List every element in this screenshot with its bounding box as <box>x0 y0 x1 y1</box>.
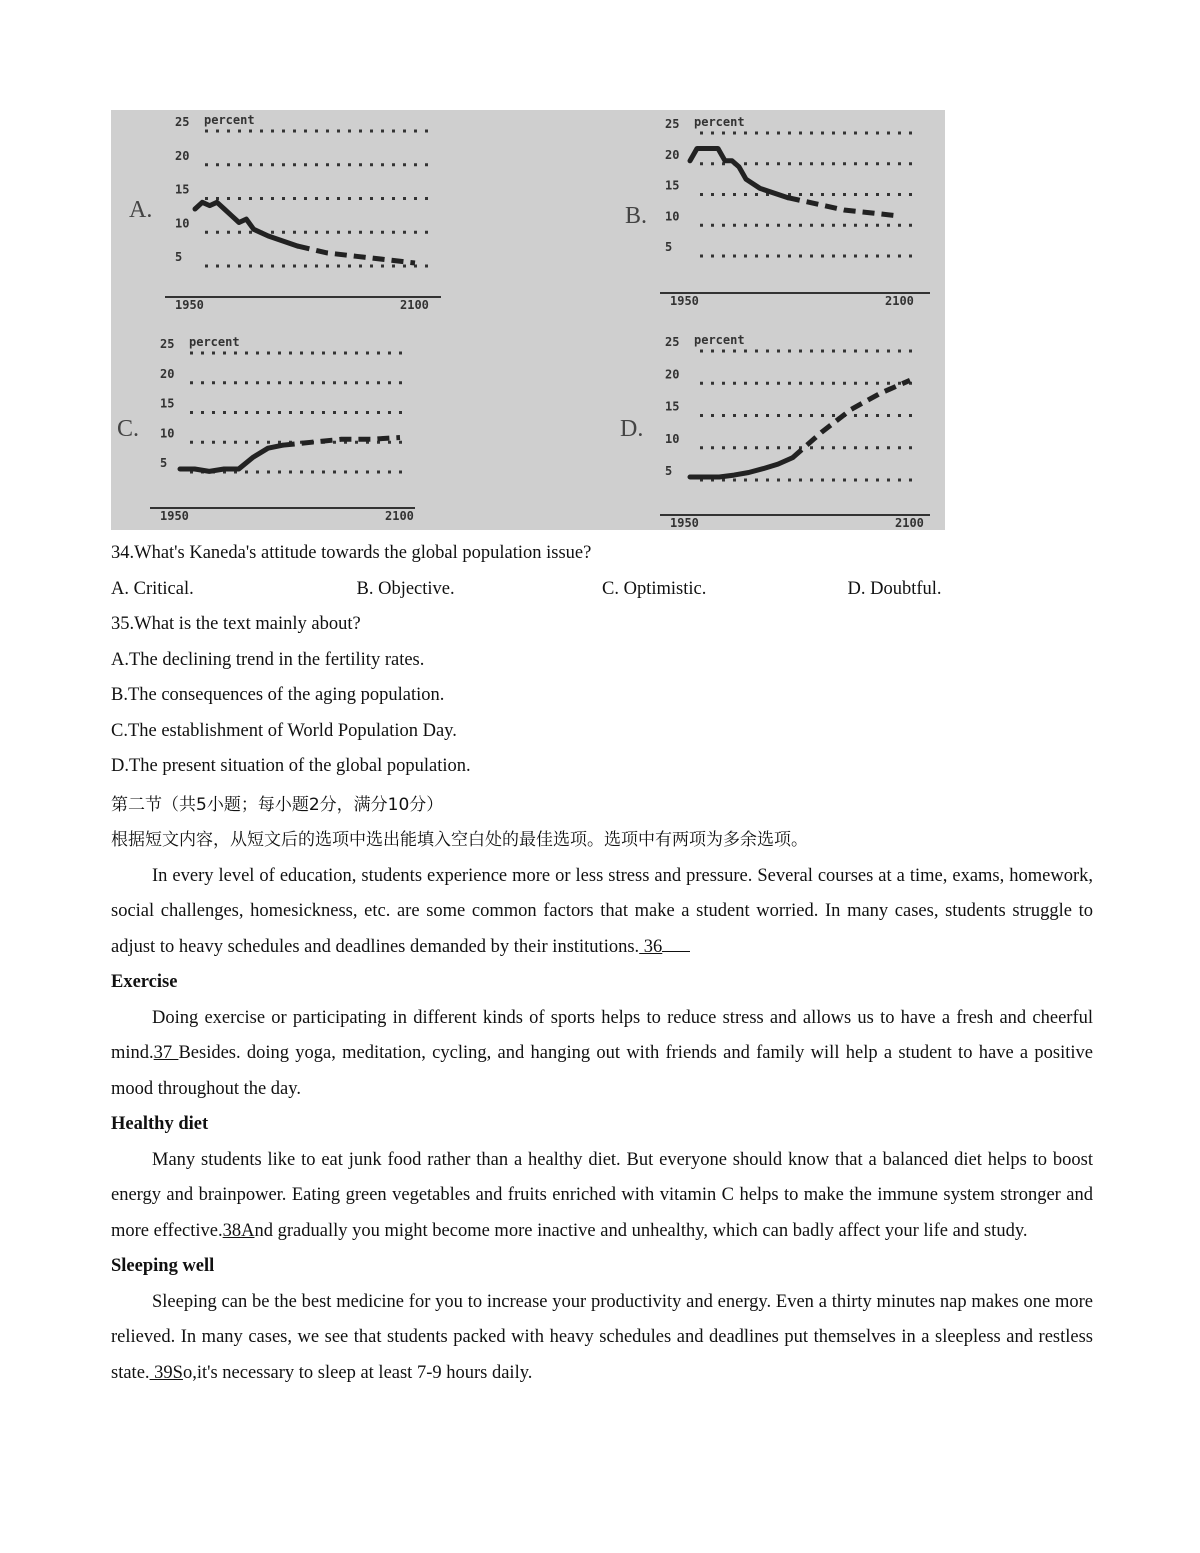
y-tick-label: 15 <box>175 182 190 197</box>
x-tick-label: 2100 <box>895 516 924 530</box>
y-tick-label: 15 <box>665 178 680 193</box>
y-axis-label: percent <box>204 113 255 127</box>
option-c: C.The establishment of World Population Day. <box>111 720 457 741</box>
y-tick-label: 25 <box>160 337 175 351</box>
heading-healthy-diet: Healthy diet <box>111 1114 209 1134</box>
paragraph-text: In every level of education, students experience more or less stress and pressure. Several courses at a time, exams, homework, social challenges, homesickness, etc. are some common factors that make a student worried. In many cases, students struggle to adjust to heavy schedules and deadlines demanded by their institutions. <box>111 865 1093 957</box>
y-tick-label: 20 <box>160 366 175 381</box>
paragraph-text: nd gradually you might become more inactive and unhealthy, which can badly affect your life and study. <box>254 1220 1028 1241</box>
y-tick-label: 20 <box>175 148 190 163</box>
charts-svg <box>111 110 945 530</box>
blank-39: 39S <box>149 1362 183 1383</box>
series-line-projected <box>788 198 900 216</box>
panel-label: B. <box>625 203 648 229</box>
option-b: B.The consequences of the aging population. <box>111 685 445 705</box>
panel-label: A. <box>129 197 153 223</box>
y-tick-label: 10 <box>665 431 680 446</box>
blank-line <box>662 937 690 952</box>
y-axis-label: percent <box>694 333 745 347</box>
series-line-actual <box>195 202 298 246</box>
panel-label: D. <box>620 416 644 442</box>
x-tick-label: 1950 <box>670 294 699 308</box>
blank-36: 36 <box>639 936 663 957</box>
panel-label: C. <box>117 416 140 442</box>
paragraph-text: Many students like to eat junk food rather than a healthy diet. But everyone should know that a balanced diet helps to boost energy and brainpower. Eating green vegetables and fruits enriched with vitamin C helps to make the immune system stronger and more effective. <box>111 1149 1093 1241</box>
x-tick-label: 1950 <box>670 516 699 530</box>
y-axis-label: percent <box>694 115 745 129</box>
y-tick-label: 25 <box>665 117 680 131</box>
option-d: D.The present situation of the global population. <box>111 756 471 776</box>
y-tick-label: 5 <box>665 464 673 478</box>
question-35: 35.What is the text mainly about? <box>111 614 361 634</box>
y-tick-label: 5 <box>665 240 673 254</box>
blank-37: 37 <box>153 1043 179 1063</box>
y-tick-label: 20 <box>665 147 680 162</box>
series-line-projected <box>793 380 910 457</box>
series-line-projected <box>298 246 415 263</box>
heading-sleeping-well: Sleeping well <box>111 1256 215 1276</box>
paragraph-text: o,it's necessary to sleep at least 7-9 hours daily. <box>182 1362 533 1383</box>
series-line-actual <box>180 445 283 471</box>
x-tick-label: 2100 <box>400 298 429 312</box>
y-tick-label: 15 <box>160 396 175 411</box>
paragraph-text: Doing exercise or participating in different kinds of sports helps to reduce stress and allows us to have a fresh and cheerful mind. <box>111 1007 1093 1063</box>
y-axis-label: percent <box>189 335 240 349</box>
paragraph-text: Besides. doing yoga, meditation, cycling, and hanging out with friends and family will help a student to have a positive mood throughout the day. <box>111 1043 1093 1099</box>
y-tick-label: 10 <box>160 426 175 441</box>
y-tick-label: 5 <box>175 250 183 264</box>
series-line-actual <box>690 458 793 477</box>
paragraph-diet <box>111 1143 1093 1250</box>
y-tick-label: 25 <box>175 115 190 129</box>
series-line-actual <box>690 149 788 198</box>
question-34-options <box>111 572 1093 608</box>
x-tick-label: 1950 <box>160 509 189 523</box>
x-tick-label: 1950 <box>175 298 204 312</box>
y-tick-label: 10 <box>665 209 680 224</box>
y-tick-label: 5 <box>160 456 168 470</box>
paragraph-exercise <box>111 1001 1093 1108</box>
fertility-charts-figure <box>111 110 945 530</box>
heading-exercise: Exercise <box>111 972 178 992</box>
y-tick-label: 25 <box>665 335 680 349</box>
x-tick-label: 2100 <box>885 294 914 308</box>
option-a: A. Critical. <box>111 578 194 599</box>
document-body <box>111 536 1093 1391</box>
paragraph-sleep <box>111 1285 1093 1392</box>
x-tick-label: 2100 <box>385 509 414 523</box>
y-tick-label: 15 <box>665 399 680 414</box>
option-d: D. Doubtful. <box>847 578 942 599</box>
paragraph-intro <box>111 859 1093 966</box>
paragraph-text: Sleeping can be the best medicine for you to increase your productivity and energy. Even a thirty minutes nap makes one more relieved. In many cases, we see that students packed with heavy schedules and deadlines put themselves in a sleepless and restless state. <box>111 1291 1093 1383</box>
blank-38: 38A <box>222 1220 255 1241</box>
option-b: B. Objective. <box>356 578 455 599</box>
question-34: 34.What's Kaneda's attitude towards the global population issue? <box>111 543 592 563</box>
section-title: 第二节（共5小题；每小题2分，满分10分） <box>111 794 444 815</box>
y-tick-label: 20 <box>665 367 680 382</box>
option-a: A.The declining trend in the fertility rates. <box>111 649 425 670</box>
option-c: C. Optimistic. <box>602 578 707 599</box>
y-tick-label: 10 <box>175 216 190 231</box>
section-instruction: 根据短文内容，从短文后的选项中选出能填入空白处的最佳选项。选项中有两项为多余选项。 <box>111 830 808 850</box>
